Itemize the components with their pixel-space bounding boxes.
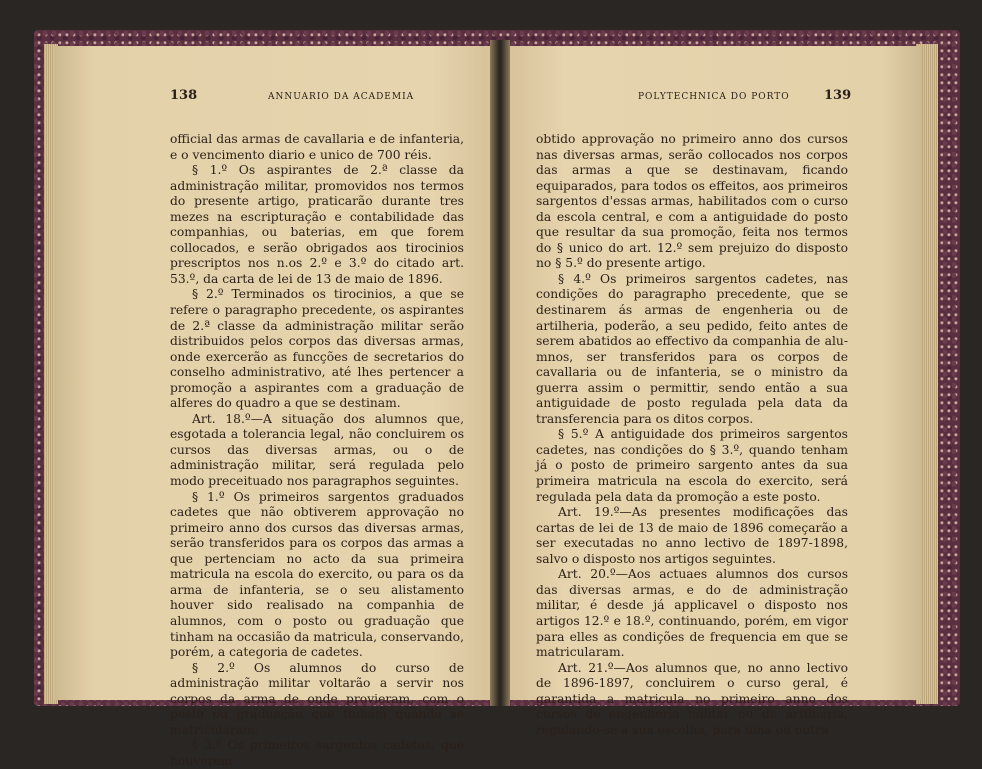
paragraph: obtido approvação no primeiro anno dos cursos nas diversas armas, serão collocados nos corpos das armas a que se destinavam, ficando equiparados, para todos os effeitos, aos primeiros sargentos d'essas armas, habilitados com o curso da escola central, e com a antiguidade do posto que resultar da sua promoção, feita nos termos do § unico do art. 12.º sem prejuizo do disposto no § 5.º do presente artigo. [536, 132, 848, 271]
paragraph: Art. 20.º—Aos actuaes alumnos dos cursos das diversas armas, e do de administração militar, é desde já applicavel o disposto nos artigos 12.º e 18.º, continuando, porém, em vigor para elles as condições de frequencia em que se matricularam. [536, 567, 848, 660]
paragraph: § 5.º A antiguidade dos primeiros sargentos cadetes, nas condições do § 3.º, quando tenham já o posto de primeiro sargento antes da sua primeira matricula na escola do exercito, será regulada pela data da promoção a este posto. [536, 427, 848, 504]
left-page-number: 138 [170, 88, 198, 103]
paragraph: Art. 21.º—Aos alumnos que, no anno lectivo de 1896-1897, concluirem o curso geral, é garantida a matricula no primeiro anno dos cursos de engenheria militar ou de artilheria, regulando-se a sua escolha, para uma ou outra [536, 660, 848, 737]
paragraph: § 1.º Os primeiros sargentos graduados cadetes que não obtiverem approvação no primeiro anno dos cursos das diversas armas, serão transferidos para os corpos das armas a que pertenciam no acto da sua primeira matricula na escola do exercito, ou para os da arma de infanteria, se o seu alistamento houver sido realisado na companhia de alumnos, com o posto ou graduação que tinham na occasião da matricula, conservando, porém, a categoria de cadetes. [170, 489, 464, 660]
left-page-body [170, 132, 464, 769]
left-running-head: ANNUARIO DA ACADEMIA [268, 92, 415, 102]
paragraph: § 3.º Os primeiros sargentos cadetes, que houverem [170, 738, 464, 768]
right-page-number: 139 [824, 88, 852, 103]
paragraph: Art. 18.º—A situação dos alumnos que, esgotada a tolerancia legal, não concluirem os cursos das diversas armas, ou o de administração militar, será regulada pelo modo preceituado nos paragraphos seguintes. [170, 411, 464, 489]
paragraph: official das armas de cavallaria e de infanteria, e o vencimento diario e unico de 700 réis. [170, 132, 464, 162]
paragraph: § 2.º Terminados os tirocinios, a que se refere o paragrapho precedente, os aspirantes de 2.ª classe da administração militar serão distribuidos pelos corpos das diversas armas, onde exercerão as funcções de secretarios do conselho administrativo, até lhes pertencer a promoção a aspirantes com a graduação de alferes do quadro a que se destinam. [170, 287, 464, 411]
book-gutter [490, 40, 510, 706]
right-page-body [536, 132, 848, 738]
paragraph: § 2.º Os alumnos do curso de administração militar voltarão a servir nos corpos da arma de onde provieram, com o posto ou graduação que tinham quando se matricularam. [170, 660, 464, 737]
paragraph: § 4.º Os primeiros sargentos cadetes, nas condições do paragrapho precedente, que se destinarem ás armas de engenheria ou de artilheria, poderão, a seu pedido, feito antes de serem abatidos ao effectivo da companhia de alumnos, ser transferidos para os corpos de cavallaria ou de infanteria, se o ministro da guerra assim o permittir, sendo então a sua antiguidade de posto regulada pela data da transferencia para os ditos corpos. [536, 271, 848, 426]
paragraph: Art. 19.º—As presentes modificações das cartas de lei de 13 de maio de 1896 começarão a ser executadas no anno lectivo de 1897-1898, salvo o disposto nos artigos seguintes. [536, 505, 848, 566]
right-running-head: POLYTECHNICA DO PORTO [638, 92, 790, 102]
paragraph: § 1.º Os aspirantes de 2.ª classe da administração militar, promovidos nos termos do presente artigo, praticarão durante tres mezes na escripturação e contabilidade das companhias, ou baterias, em que forem collocados, e serão obrigados aos tirocinios prescriptos nos n.os 2.º e 3.º do citado art. 53.º, da carta de lei de 13 de maio de 1896. [170, 163, 464, 286]
